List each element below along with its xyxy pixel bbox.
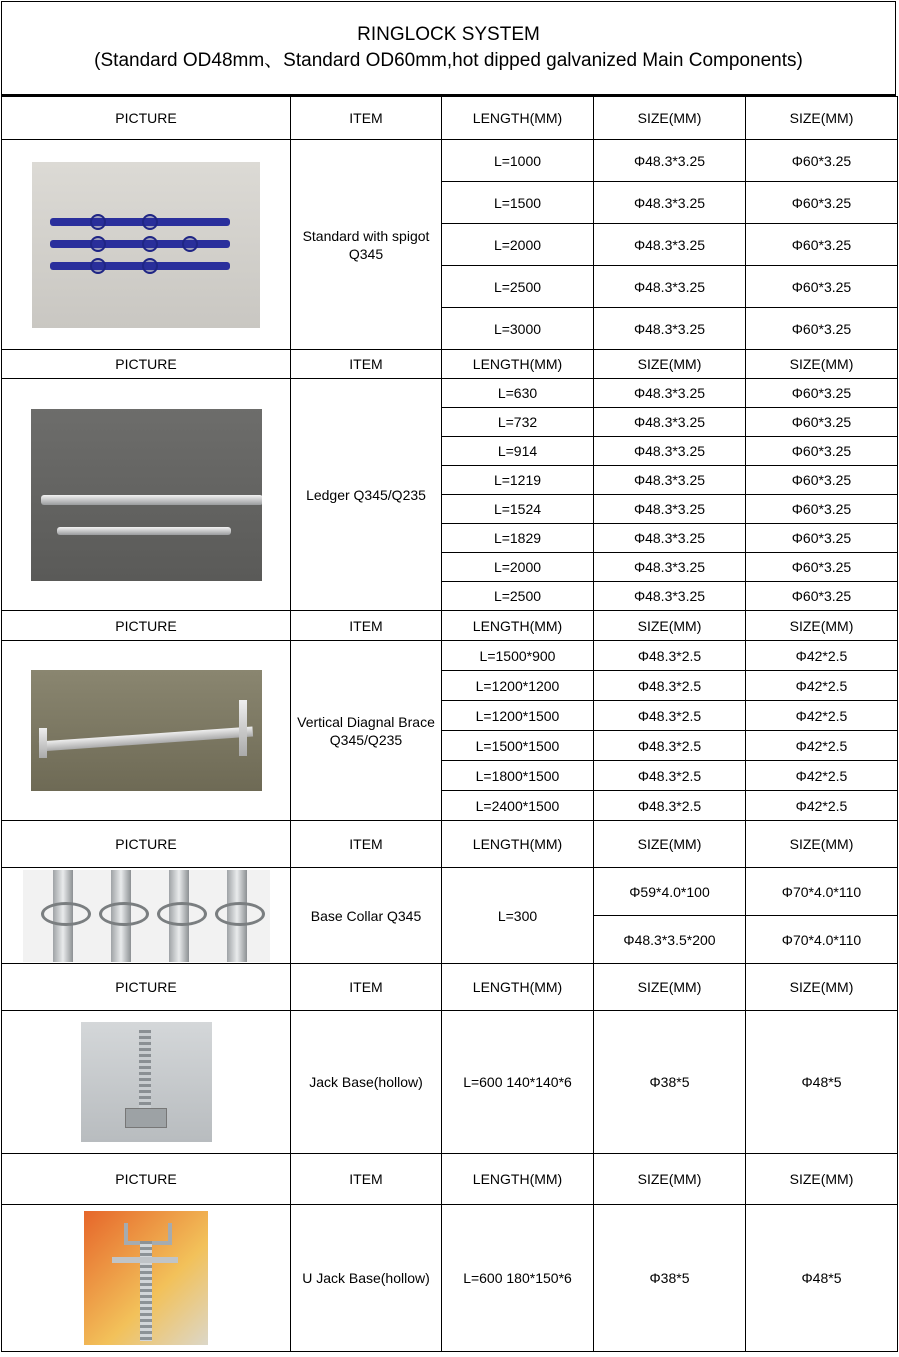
item-cell	[291, 641, 442, 821]
header-picture: PICTURE	[2, 97, 291, 140]
header-row	[2, 97, 898, 140]
diagonal-brace-photo	[31, 670, 262, 791]
components-table	[1, 96, 898, 1352]
base-collar-photo	[23, 870, 270, 962]
size-cell-1: Φ48.3*3.25	[594, 495, 746, 524]
size-cell-2: Φ48*5	[746, 1205, 898, 1352]
size-cell-2: Φ42*2.5	[746, 791, 898, 821]
size-cell-2: Φ60*3.25	[746, 408, 898, 437]
title-box	[1, 1, 896, 96]
header-picture: PICTURE	[2, 611, 291, 641]
jack-base-photo	[81, 1022, 212, 1142]
size-cell-2: Φ70*4.0*110	[746, 916, 898, 964]
size-cell-1: Φ48.3*2.5	[594, 641, 746, 671]
size-cell-1: Φ48.3*3.25	[594, 182, 746, 224]
length-cell: L=1500*900	[442, 641, 594, 671]
length-cell: L=3000	[442, 308, 594, 350]
header-size-2: SIZE(MM)	[746, 97, 898, 140]
length-cell: L=2000	[442, 224, 594, 266]
size-cell-2: Φ42*2.5	[746, 641, 898, 671]
item-cell	[291, 1011, 442, 1154]
size-cell-1: Φ48.3*2.5	[594, 761, 746, 791]
size-cell-2: Φ70*4.0*110	[746, 868, 898, 916]
header-size-2: SIZE(MM)	[746, 611, 898, 641]
length-cell: L=1829	[442, 524, 594, 553]
size-cell-2: Φ60*3.25	[746, 553, 898, 582]
size-cell-1: Φ48.3*2.5	[594, 671, 746, 701]
header-size-1: SIZE(MM)	[594, 611, 746, 641]
header-length: LENGTH(MM)	[442, 97, 594, 140]
size-cell-2: Φ60*3.25	[746, 524, 898, 553]
size-cell-2: Φ42*2.5	[746, 731, 898, 761]
size-cell-1: Φ59*4.0*100	[594, 868, 746, 916]
header-length: LENGTH(MM)	[442, 964, 594, 1011]
page-title: RINGLOCK SYSTEM	[357, 24, 540, 45]
size-cell-1: Φ48.3*3.5*200	[594, 916, 746, 964]
header-size-1: SIZE(MM)	[594, 821, 746, 868]
header-row	[2, 1154, 898, 1205]
size-cell-1: Φ48.3*2.5	[594, 791, 746, 821]
header-size-1: SIZE(MM)	[594, 97, 746, 140]
header-row	[2, 350, 898, 379]
header-item: ITEM	[291, 97, 442, 140]
header-item: ITEM	[291, 821, 442, 868]
picture-cell	[2, 140, 291, 350]
size-cell-1: Φ48.3*3.25	[594, 437, 746, 466]
header-row	[2, 821, 898, 868]
size-cell-1: Φ38*5	[594, 1011, 746, 1154]
length-cell: L=2000	[442, 553, 594, 582]
blue-standard-pipes-photo	[32, 162, 260, 328]
length-cell: L=1500	[442, 182, 594, 224]
size-cell-1: Φ48.3*3.25	[594, 582, 746, 611]
item-grade: Q345/Q235	[329, 731, 403, 748]
length-cell: L=1200*1200	[442, 671, 594, 701]
size-cell-2: Φ60*3.25	[746, 466, 898, 495]
header-size-2: SIZE(MM)	[746, 964, 898, 1011]
item-name: Ledger Q345/Q235	[306, 486, 426, 503]
size-cell-1: Φ38*5	[594, 1205, 746, 1352]
size-cell-2: Φ48*5	[746, 1011, 898, 1154]
table-row	[2, 641, 898, 671]
length-cell: L=600 140*140*6	[442, 1011, 594, 1154]
item-cell	[291, 1205, 442, 1352]
header-length: LENGTH(MM)	[442, 821, 594, 868]
header-item: ITEM	[291, 1154, 442, 1205]
length-cell: L=300	[442, 868, 594, 964]
length-cell: L=2500	[442, 266, 594, 308]
size-cell-1: Φ48.3*2.5	[594, 731, 746, 761]
page-subtitle: (Standard OD48mm、Standard OD60mm,hot dipped galvanized Main Components)	[94, 50, 803, 71]
item-name: U Jack Base(hollow)	[302, 1270, 430, 1286]
length-cell: L=2500	[442, 582, 594, 611]
size-cell-2: Φ60*3.25	[746, 308, 898, 350]
header-picture: PICTURE	[2, 1154, 291, 1205]
picture-cell	[2, 1205, 291, 1352]
length-cell: L=630	[442, 379, 594, 408]
header-length: LENGTH(MM)	[442, 1154, 594, 1205]
size-cell-2: Φ60*3.25	[746, 495, 898, 524]
header-size-1: SIZE(MM)	[594, 350, 746, 379]
size-cell-1: Φ48.3*3.25	[594, 266, 746, 308]
size-cell-1: Φ48.3*3.25	[594, 224, 746, 266]
length-cell: L=1500*1500	[442, 731, 594, 761]
size-cell-1: Φ48.3*3.25	[594, 308, 746, 350]
length-cell: L=1000	[442, 140, 594, 182]
length-cell: L=600 180*150*6	[442, 1205, 594, 1352]
item-name: Base Collar Q345	[310, 907, 422, 924]
picture-cell	[2, 1011, 291, 1154]
header-row	[2, 611, 898, 641]
header-size-2: SIZE(MM)	[746, 1154, 898, 1205]
size-cell-2: Φ60*3.25	[746, 182, 898, 224]
length-cell: L=2400*1500	[442, 791, 594, 821]
header-item: ITEM	[291, 350, 442, 379]
table-row	[2, 1011, 898, 1154]
size-cell-2: Φ42*2.5	[746, 701, 898, 731]
size-cell-1: Φ48.3*3.25	[594, 140, 746, 182]
header-size-1: SIZE(MM)	[594, 964, 746, 1011]
header-picture: PICTURE	[2, 964, 291, 1011]
size-cell-1: Φ48.3*2.5	[594, 701, 746, 731]
picture-cell	[2, 641, 291, 821]
size-cell-2: Φ60*3.25	[746, 379, 898, 408]
length-cell: L=1219	[442, 466, 594, 495]
size-cell-2: Φ60*3.25	[746, 582, 898, 611]
item-cell	[291, 868, 442, 964]
table-row	[2, 140, 898, 182]
item-grade: Q345	[348, 245, 384, 262]
size-cell-2: Φ60*3.25	[746, 140, 898, 182]
size-cell-2: Φ42*2.5	[746, 761, 898, 791]
length-cell: L=1524	[442, 495, 594, 524]
picture-cell	[2, 379, 291, 611]
size-cell-1: Φ48.3*3.25	[594, 379, 746, 408]
size-cell-1: Φ48.3*3.25	[594, 466, 746, 495]
header-size-2: SIZE(MM)	[746, 350, 898, 379]
size-cell-1: Φ48.3*3.25	[594, 408, 746, 437]
galvanized-ledger-photo	[31, 409, 262, 581]
header-length: LENGTH(MM)	[442, 350, 594, 379]
item-cell	[291, 379, 442, 611]
table-row	[2, 379, 898, 408]
size-cell-2: Φ60*3.25	[746, 266, 898, 308]
item-name: Vertical Diagnal Brace	[297, 713, 435, 730]
header-size-2: SIZE(MM)	[746, 821, 898, 868]
size-cell-1: Φ48.3*3.25	[594, 524, 746, 553]
header-item: ITEM	[291, 611, 442, 641]
picture-cell	[2, 868, 291, 964]
size-cell-1: Φ48.3*3.25	[594, 553, 746, 582]
u-jack-base-photo	[84, 1211, 208, 1345]
header-picture: PICTURE	[2, 821, 291, 868]
table-row	[2, 868, 898, 916]
item-name: Standard with spigot	[302, 227, 430, 244]
table-row	[2, 1205, 898, 1352]
header-picture: PICTURE	[2, 350, 291, 379]
size-cell-2: Φ60*3.25	[746, 224, 898, 266]
size-cell-2: Φ60*3.25	[746, 437, 898, 466]
length-cell: L=1200*1500	[442, 701, 594, 731]
length-cell: L=914	[442, 437, 594, 466]
header-item: ITEM	[291, 964, 442, 1011]
header-length: LENGTH(MM)	[442, 611, 594, 641]
length-cell: L=732	[442, 408, 594, 437]
header-size-1: SIZE(MM)	[594, 1154, 746, 1205]
size-cell-2: Φ42*2.5	[746, 671, 898, 701]
length-cell: L=1800*1500	[442, 761, 594, 791]
header-row	[2, 964, 898, 1011]
item-name: Jack Base(hollow)	[309, 1074, 423, 1090]
item-cell	[291, 140, 442, 350]
